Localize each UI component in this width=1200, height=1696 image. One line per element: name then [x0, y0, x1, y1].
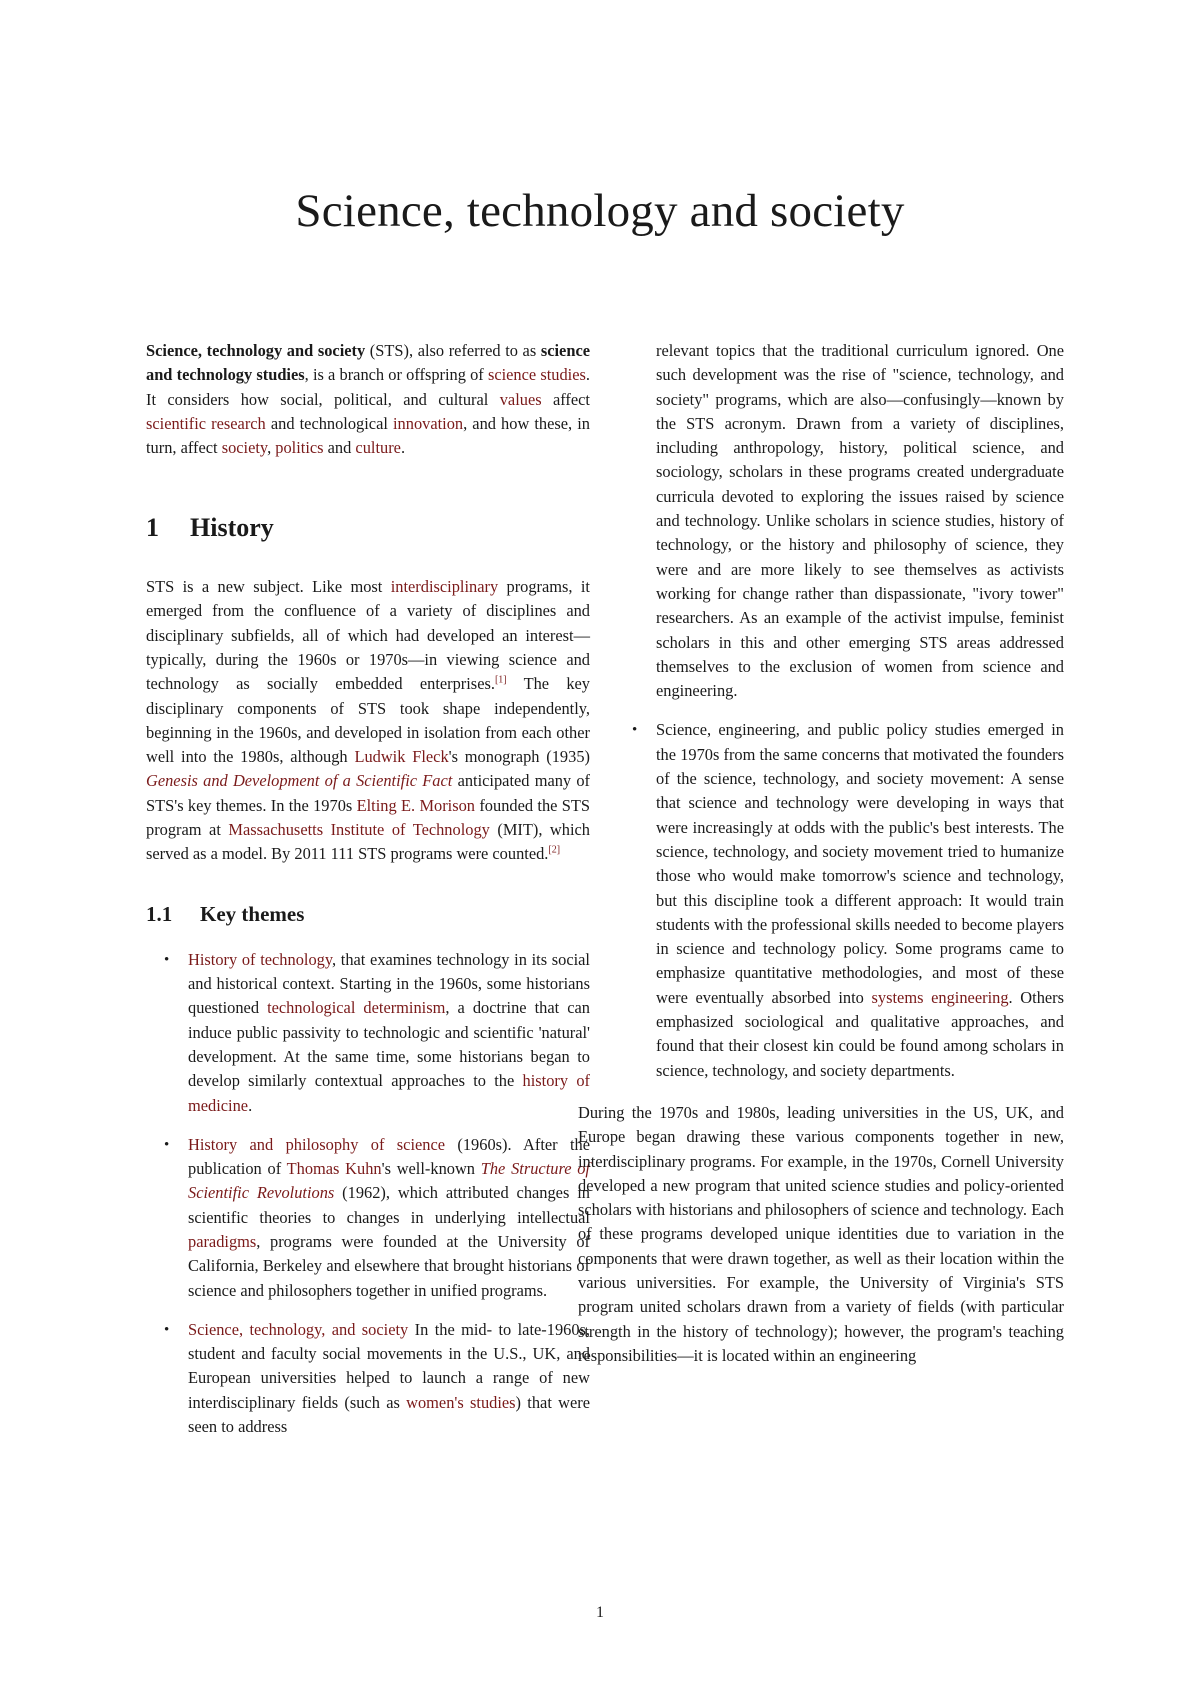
list-text: ) that were seen to address — [188, 1392, 590, 1437]
link-history-of-medicine[interactable]: history of medicine — [188, 1071, 590, 1115]
link-womens-studies[interactable]: women's studies — [406, 1392, 516, 1412]
history-text: (MIT), which served as a model. By 2011 111 STS programs were counted. — [146, 820, 590, 864]
link-science-studies[interactable]: science studies — [487, 365, 586, 385]
right-column — [578, 339, 1064, 1368]
history-text: founded the STS program at — [146, 795, 590, 840]
key-themes-list — [146, 948, 590, 1440]
intro-paragraph — [146, 339, 590, 460]
link-history-philosophy-science[interactable]: History and philosophy of science — [188, 1134, 446, 1154]
link-interdisciplinary[interactable]: interdisciplinary — [390, 577, 499, 597]
list-text: . Others emphasized sociological and qualitative approaches, and found that their closest kin could be found among scholars in science, technology, and society departments. — [656, 987, 1064, 1080]
link-scientific-research[interactable]: scientific research — [146, 413, 266, 433]
intro-text: (STS), also referred to as — [365, 341, 541, 360]
list-item — [146, 1133, 590, 1303]
citation-1[interactable]: [1] — [494, 674, 507, 686]
history-paragraph — [146, 575, 590, 867]
subsection-number: 1.1 — [146, 901, 173, 926]
intro-text: . It considers how social, political, and cultural — [146, 365, 591, 409]
section-title: History — [190, 513, 274, 543]
list-text: , a doctrine that can induce public passivity to technologic and scientific 'natural' development. At the same time, some historians began to develop similarly contextual approaches to the — [188, 998, 590, 1091]
link-structure-scientific-revolutions[interactable]: The Structure of Scientific Revolutions — [188, 1159, 590, 1203]
list-text: (1962), which attributed changes in scientific theories to changes in underlying intellectual — [188, 1183, 590, 1227]
left-column — [146, 339, 590, 1454]
citation-2[interactable]: [2] — [548, 844, 561, 856]
link-culture[interactable]: culture — [355, 438, 401, 458]
list-text: (1960s). After the publication of — [188, 1134, 590, 1179]
link-history-of-technology[interactable]: History of technology — [188, 949, 332, 969]
list-text: , programs were founded at the University of California, Berkeley and elsewhere that brought historians of science and philosophers together in unified programs. — [188, 1232, 590, 1300]
link-innovation[interactable]: innovation — [393, 413, 464, 433]
link-technological-determinism[interactable]: technological determinism — [267, 998, 446, 1018]
list-text: In the mid- to late-1960s, student and faculty social movements in the U.S., UK, and European universities helped to launch a range of new interdisciplinary fields (such as — [188, 1319, 591, 1412]
link-systems-engineering[interactable]: systems engineering — [871, 987, 1009, 1007]
list-text: Science, engineering, and public policy studies emerged in the 1970s from the same concerns that motivated the founders of the science, technology, and society movement: A sense that science and technology were developing in ways that were increasingly at odds with the public's best interests. The science, technology, and society movement tried to humanize those who would make tomorrow's science and technology, but this discipline took a different approach: It would train students with the professional skills needed to become players in science and technology policy. Some programs came to emphasize quantitative methodologies, and most of these were eventually absorbed into — [656, 720, 1064, 1007]
bullet-icon: • — [632, 722, 638, 739]
link-paradigms[interactable]: paradigms — [188, 1232, 257, 1251]
intro-text: and — [323, 438, 356, 458]
intro-text: , — [267, 438, 276, 458]
subsection-title: Key themes — [200, 901, 305, 926]
history-text: anticipated many of STS's key themes. In the 1970s — [146, 771, 591, 815]
link-elting-morison[interactable]: Elting E. Morison — [356, 795, 476, 815]
intro-bold-term: Science, technology and society — [146, 341, 366, 360]
history-text: The key disciplinary components of STS took shape independently, beginning in the 1960s, and developed in isolation from each other well into the 1980s, although — [146, 674, 590, 767]
intro-text: affect — [541, 389, 590, 409]
list-item-continued — [614, 339, 1064, 703]
list-text: 's well-known — [381, 1159, 481, 1179]
intro-text: . — [400, 438, 406, 458]
intro-bold-alias: science and technology studies — [146, 341, 590, 385]
history-text: 's monograph (1935) — [448, 747, 590, 767]
list-text: , that examines technology in its social and historical context. Starting in the 1960s, some historians questioned — [188, 949, 590, 1018]
page-title: Science, technology and society — [295, 185, 905, 237]
intro-text: , and how these, in turn, affect — [146, 413, 590, 458]
bullet-icon: • — [164, 951, 170, 968]
bullet-icon: • — [164, 1136, 170, 1153]
link-ludwik-fleck[interactable]: Ludwik Fleck — [354, 747, 449, 767]
section-heading-history — [146, 514, 590, 543]
link-mit[interactable]: Massachusetts Institute of Technology — [228, 820, 490, 840]
closing-paragraph: During the 1970s and 1980s, leading universities in the US, UK, and Europe began drawing these various components together in new, interdisciplinary programs. For example, in the 1970s, Cornell University developed a new program that united science studies and policy-oriented scholars with historians and philosophers of science and technology. Each of these programs developed unique identities due to variation in the components that were drawn together, as well as their location within the various universities. For example, the University of Virginia's STS program united scholars drawn from a variety of fields (with particular strength in the history of technology); however, the program's teaching responsibilities—it is located within an engineering — [578, 1102, 1064, 1365]
link-society[interactable]: society — [221, 438, 268, 458]
history-text: STS is a new subject. Like most — [146, 577, 391, 597]
bullet-icon: • — [164, 1321, 170, 1338]
link-genesis[interactable]: Genesis and Development of a Scientific Fact — [146, 771, 453, 791]
list-item — [146, 1318, 590, 1439]
subsection-heading-key-themes — [146, 903, 590, 926]
link-politics[interactable]: politics — [275, 438, 324, 458]
list-text: relevant topics that the traditional curriculum ignored. One such development was the rise of "science, technology, and society" programs, which are also—confusingly—known by the STS acronym. Drawn from a variety of disciplines, including anthropology, history, political science, and sociology, scholars in these programs created undergraduate curricula devoted to exploring the issues raised by science and technology. Unlike scholars in science studies, history of technology, or the history and philosophy of science, they were and are more likely to see themselves as activists working for change rather than dispassionate, "ivory tower" researchers. As an example of the activist impulse, feminist scholars in this and other emerging STS areas addressed themselves to the exclusion of women from science and engineering. — [656, 341, 1064, 701]
link-sts[interactable]: Science, technology, and society — [188, 1319, 409, 1339]
link-thomas-kuhn[interactable]: Thomas Kuhn — [286, 1159, 382, 1179]
page-number: 1 — [596, 1604, 604, 1621]
key-themes-list-continued — [614, 339, 1064, 1083]
history-text: programs, it emerged from the confluence of a variety of disciplines and disciplinary subfields, all of which had developed an interest—typically, during the 1960s or 1970s—in viewing science and technology as socially embedded enterprises. — [146, 577, 590, 694]
section-number: 1 — [146, 513, 159, 543]
intro-text: and technological — [265, 413, 393, 433]
intro-text: , is a branch or offspring of — [304, 365, 488, 385]
list-text: . — [248, 1095, 253, 1115]
list-item — [146, 948, 590, 1118]
list-item — [614, 718, 1064, 1082]
link-values[interactable]: values — [499, 389, 542, 409]
